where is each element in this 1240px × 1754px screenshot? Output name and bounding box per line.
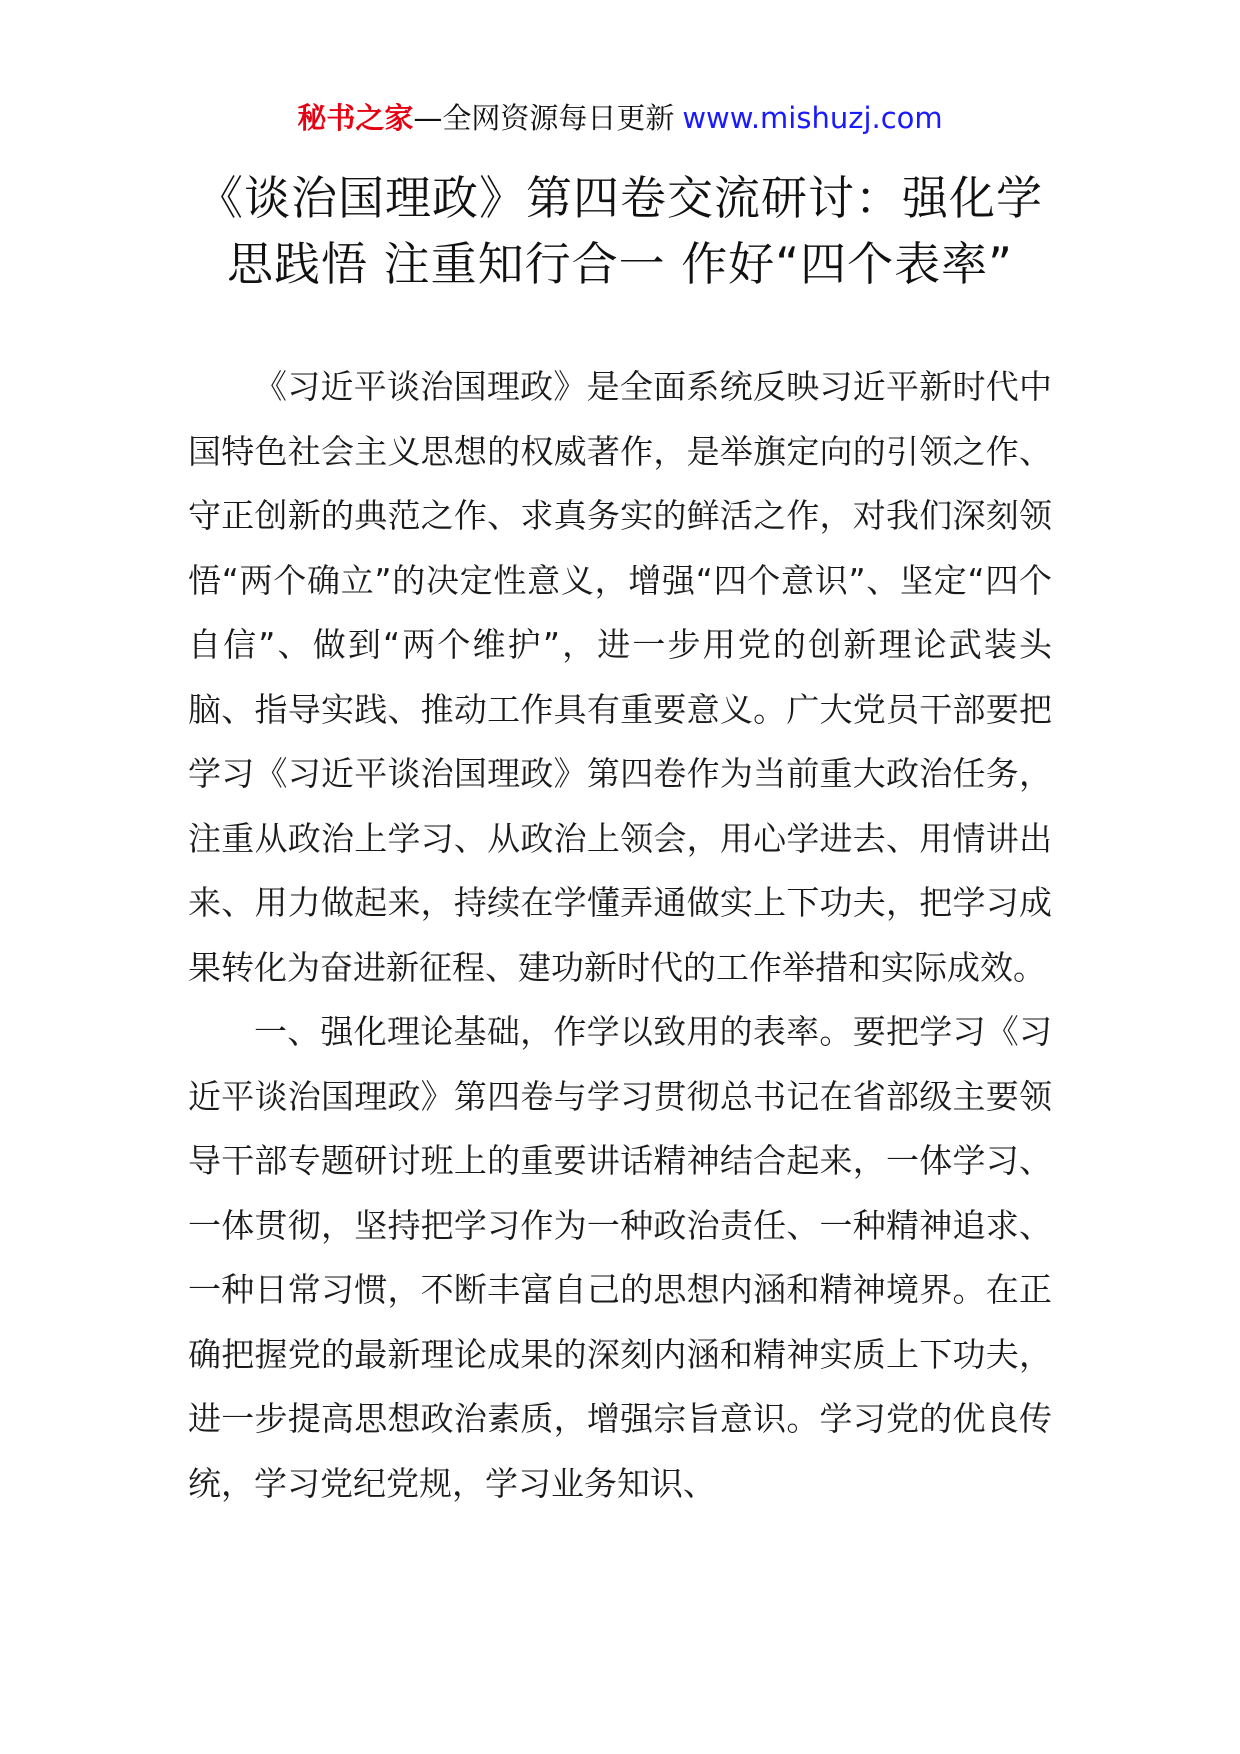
section-heading: 一、强化理论基础，作学以致用的表率。: [254, 1012, 853, 1051]
document-title: [150, 165, 1090, 297]
site-slogan: —全网资源每日更新: [413, 101, 675, 135]
site-url-link[interactable]: www.mishuzj.com: [682, 101, 943, 135]
body-paragraph-section-1: [188, 1000, 1052, 1516]
body-paragraph-intro: [188, 355, 1052, 1000]
paragraph-text: 要把学习《习近平谈治国理政》第四卷与学习贯彻总书记在省部级主要领导干部专题研讨班上的重要讲话精神结合起来，一体学习、一体贯彻，坚持把学习作为一种政治责任、一种精神追求、一种日常习惯，不断丰富自己的思想内涵和精神境界。在正确把握党的最新理论成果的深刻内涵和精神实质上下功夫，进一步提高思想政治素质，增强宗旨意识。学习党的优良传统，学习党纪党规，学习业务知识、: [188, 1012, 1053, 1503]
site-header: [0, 98, 1240, 138]
title-line-1: 《谈治国理政》第四卷交流研讨：强化学: [197, 171, 1043, 225]
paragraph-text: 《习近平谈治国理政》是全面系统反映习近平新时代中国特色社会主义思想的权威著作，是举旗定向的引领之作、守正创新的典范之作、求真务实的鲜活之作，对我们深刻领悟“两个确立”的决定性意义，增强“四个意识”、坚定“四个自信”、做到“两个维护”，进一步用党的创新理论武装头脑、指导实践、推动工作具有重要意义。广大党员干部要把学习《习近平谈治国理政》第四卷作为当前重大政治任务，注重从政治上学习、从政治上领会，用心学进去、用情讲出来、用力做起来，持续在学懂弄通做实上下功夫，把学习成果转化为奋进新征程、建功新时代的工作举措和实际成效。: [188, 367, 1052, 987]
title-line-2: 思践悟 注重知行合一 作好“四个表率”: [227, 237, 1013, 291]
site-name: 秘书之家: [297, 101, 414, 135]
document-body: [188, 355, 1052, 1516]
